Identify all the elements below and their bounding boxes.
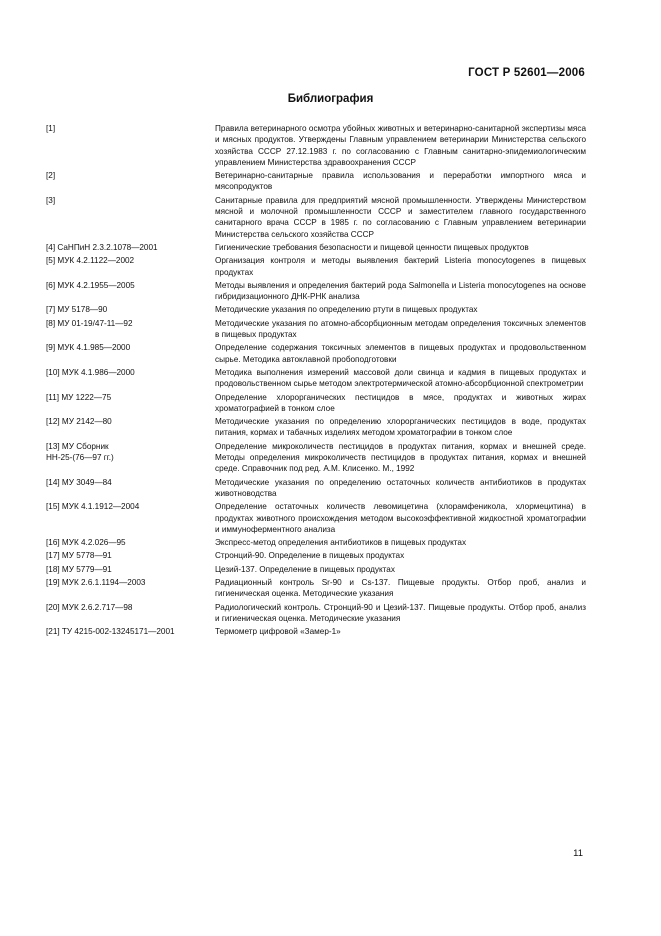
bibliography-entry-ref: [10] МУК 4.1.986—2000 <box>46 367 135 377</box>
bibliography-entry-ref: [20] МУК 2.6.2.717—98 <box>46 602 133 612</box>
bibliography-entry-text: Санитарные правила для предприятий мясной промышленности. Утверждены Министерством мясной и молочной промышленности СССР и заместителем главного государственного санитарного врача СССР в 1985 г. по согласованию с Главным управлением ветеринарии Министерства сельского хозяйства СССР <box>215 195 586 239</box>
page-number: 11 <box>573 848 583 859</box>
bibliography-entry <box>46 477 586 500</box>
bibliography-entry <box>46 195 586 240</box>
bibliography-entry-ref: [19] МУК 2.6.1.1194—2003 <box>46 577 146 587</box>
bibliography-entry-ref: [13] МУ Сборник НН-25-(76—97 гг.) <box>46 441 114 463</box>
bibliography-entry <box>46 501 586 535</box>
bibliography-entry <box>46 242 586 253</box>
bibliography-entry <box>46 392 586 415</box>
bibliography-entry-ref: [16] МУК 4.2.026—95 <box>46 538 126 548</box>
bibliography-entry <box>46 342 586 365</box>
bibliography-entry-text: Определение содержания токсичных элементов в пищевых продуктах и продовольственном сырье. Методика автоклавной пробоподготовки <box>215 343 586 364</box>
bibliography-entry-ref: [9] МУК 4.1.985—2000 <box>46 343 131 353</box>
bibliography-entry <box>46 626 586 637</box>
bibliography-entry <box>46 318 586 341</box>
bibliography-entry <box>46 416 586 439</box>
bibliography-entry-text: Экспресс-метод определения антибиотиков в пищевых продуктах <box>215 538 467 548</box>
bibliography-entry-text: Методика выполнения измерений массовой доли свинца и кадмия в пищевых продуктах и продовольственном сырье методом электротермической атомно-абсорбционной спектрометрии <box>215 367 586 389</box>
bibliography-entry-text: Определение остаточных количеств левомицетина (хлорамфеникола, хлормецитина) в продуктах животного происхождения методом высокоэффективной жидкостной хроматографии и иммуноферментного анализа <box>215 502 586 534</box>
bibliography-entry-text: Организация контроля и методы выявления бактерий Listeria monocytogenes в пищевых продуктах <box>215 256 586 277</box>
bibliography-entry <box>46 537 586 548</box>
bibliography-entry-ref: [14] МУ 3049—84 <box>46 477 112 487</box>
bibliography-entry-text: Методические указания по определению остаточных количеств антибиотиков в продуктах животноводства <box>215 477 586 498</box>
bibliography-entry-text: Методические указания по определению хлорорганических пестицидов в воде, продуктах питания, кормах и табачных изделиях методом хроматографии в тонком слое <box>215 417 586 438</box>
bibliography-title: Библиография <box>287 93 374 105</box>
bibliography-entry-text: Стронций-90. Определение в пищевых продуктах <box>215 551 405 561</box>
bibliography-entry-ref: [5] МУК 4.2.1122—2002 <box>46 256 135 266</box>
bibliography-entry-ref: [1] <box>46 124 56 133</box>
bibliography-entry <box>46 123 586 168</box>
bibliography-entry <box>46 304 586 315</box>
bibliography-entry <box>46 441 586 475</box>
bibliography-entry-ref: [11] МУ 1222—75 <box>46 392 112 402</box>
bibliography-entry-text: Цезий-137. Определение в пищевых продуктах <box>215 564 395 574</box>
bibliography-entry-text: Методические указания по атомно-абсорбционным методам определения токсичных элементов в пищевых продуктах <box>215 318 586 340</box>
bibliography-entry-ref: [12] МУ 2142—80 <box>46 417 112 427</box>
bibliography-entry <box>46 602 586 625</box>
bibliography-entry-text: Гигиенические требования безопасности и пищевой ценности пищевых продуктов <box>215 242 529 252</box>
bibliography-entry-ref: [2] <box>46 171 56 181</box>
bibliography-list <box>46 123 586 639</box>
bibliography-entry-text: Методические указания по определению ртути в пищевых продуктах <box>215 305 478 315</box>
bibliography-entry-ref: [7] МУ 5178—90 <box>46 305 108 315</box>
bibliography-entry-ref: [18] МУ 5779—91 <box>46 564 112 574</box>
bibliography-entry-ref: [4] СаНПиН 2.3.2.1078—2001 <box>46 242 158 252</box>
bibliography-entry <box>46 280 586 303</box>
bibliography-entry-text: Радиационный контроль Sr-90 и Cs-137. Пищевые продукты. Отбор проб, анализ и гигиеническая оценка. Методические указания <box>215 577 586 599</box>
bibliography-entry-ref: [17] МУ 5778—91 <box>46 551 112 561</box>
bibliography-entry-ref: [8] МУ 01-19/47-11—92 <box>46 318 133 328</box>
bibliography-entry-ref: [3] <box>46 195 56 205</box>
bibliography-entry <box>46 577 586 600</box>
bibliography-entry <box>46 550 586 561</box>
bibliography-entry-ref: [21] ТУ 4215-002-13245171—2001 <box>46 627 175 637</box>
document-code: ГОСТ Р 52601—2006 <box>468 67 585 79</box>
bibliography-entry <box>46 564 586 575</box>
bibliography-entry <box>46 367 586 390</box>
bibliography-entry-ref: [6] МУК 4.2.1955—2005 <box>46 280 135 290</box>
bibliography-entry-text: Определение хлорорганических пестицидов в мясе, продуктах и животных жирах хроматографией в тонком слое <box>215 392 586 413</box>
bibliography-entry <box>46 255 586 278</box>
bibliography-entry-text: Радиологический контроль. Стронций-90 и Цезий-137. Пищевые продукты. Отбор проб, анализ и гигиеническая оценка. Методические указания <box>215 602 586 623</box>
bibliography-entry-text: Определение микроколичеств пестицидов в продуктах питания, кормах и внешней среде. Методы определения микроколичеств пестицидов в продуктах питания, кормах и внешней среде. Справочник под ред. А.М. Клисенко. М., 1992 <box>215 441 586 474</box>
bibliography-entry-text: Термометр цифровой «Замер-1» <box>215 627 341 637</box>
bibliography-entry-ref: [15] МУК 4.1.1912—2004 <box>46 502 140 512</box>
bibliography-entry-text: Правила ветеринарного осмотра убойных животных и ветеринарно-санитарной экспертизы мяса и мясных продуктов. Утверждены Главным управлением ветеринарии Министерства сельского хозяйства СССР 27.12.1983 г. по согласованию с Главным санитарно-эпидемиологическим управлением Министерства здравоохранения СССР <box>215 124 586 167</box>
bibliography-entry <box>46 170 586 193</box>
bibliography-entry-text: Методы выявления и определения бактерий рода Salmonella и Listeria monocytogenes на основе гибридизационного ДНК-РНК анализа <box>215 280 586 302</box>
bibliography-entry-text: Ветеринарно-санитарные правила использования и переработки импортного мяса и мясопродуктов <box>215 171 586 192</box>
